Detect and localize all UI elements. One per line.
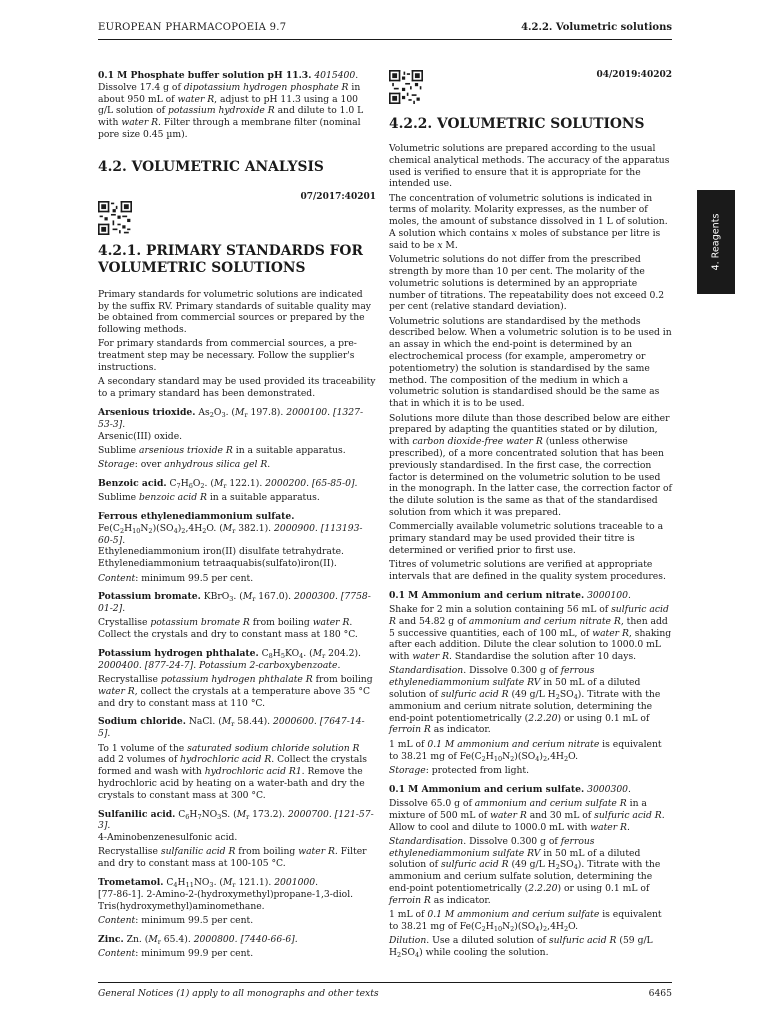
benzoic-prep: Sublime benzoic acid R in a suitable apparatus. xyxy=(98,492,320,504)
zinc-content: Content: minimum 99.9 per cent. xyxy=(98,948,254,960)
ferrous-content: Content: minimum 99.5 per cent. xyxy=(98,572,254,584)
dilution-paragraph: Solutions more dilute than those described below are either prepared by adapting the quantities stated or by dilution, with carbon dioxide-free water R (unless otherwise prescribed), of a more concentrated solution that has been previously standardised. In the first case, the correction factor is determined on the volumetric solution to be used in the monograph. In the latter case, the correction factor of the dilute solution is the same as that of the standardised solution from which it was prepared. xyxy=(389,412,672,518)
zinc-heading: Zinc. Zn. ($M_r$ 65.4). 2000800. [7440-66-6]. xyxy=(98,933,298,946)
kbro3-prep: Crystallise potassium bromate R from boiling water R. Collect the crystals and dry to constant mass at 180 °C. xyxy=(98,617,358,641)
qr-code-icon xyxy=(98,201,132,235)
left-column xyxy=(98,70,376,962)
section-4-2-2-title: 4.2.2. VOLUMETRIC SOLUTIONS xyxy=(389,116,645,132)
csulfate-equivalence: 1 mL of 0.1 M ammonium and cerium sulfate is equivalent to 38.21 mg of $Fe(C_2H_{10}N_2)(SO_4)_2,4H_2O$. xyxy=(389,909,662,933)
qr-code-icon xyxy=(389,70,423,104)
intro-paragraph: For primary standards from commercial sources, a pre-treatment step may be necessary. Follow the supplier's instructions. xyxy=(98,338,357,374)
ferrous-heading: Ferrous ethylenediammonium sulfate. $Fe(C_2H_{10}N_2)(SO_4)_2,4H_2O$. ($M_r$ 382.1). 2000900. [113193-60-5]. Ethylenediammonium iron(II) disulfate tetrahydrate. Ethylenediammonium tetraaquabis(sulfato)iron(II). xyxy=(98,511,363,570)
chapter-tab-label: 4. Reagents xyxy=(710,213,722,271)
running-head xyxy=(98,16,672,40)
sulfanilic-heading: Sulfanilic acid. $C_6H_7NO_3S$. ($M_r$ 173.2). 2000700. [121-57-3]. 4-Aminobenzenesulfonic acid. xyxy=(98,808,374,844)
khp-heading: Potassium hydrogen phthalate. $C_8H_5KO_4$. ($M_r$ 204.2). 2000400. [877-24-7]. Potassium 2-carboxybenzoate. xyxy=(98,648,361,671)
csulfate-standardisation: Standardisation. Dissolve 0.300 g of ferrous ethylenediammonium sulfate RV in 50 mL of a diluted solution of sulfuric acid R (49 g/L $H_2SO_4$). Titrate with the ammonium and cerium sulfate solution, determining the end-point potentiometrically (2.2.20) or using 0.1 mL of ferroin R as indicator. xyxy=(389,835,661,906)
right-column xyxy=(389,70,672,961)
molarity-paragraph: The concentration of volumetric solutions is indicated in terms of molarity. Molarity expresses, as the number of moles, the amount of substance dissolved in 1 L of solution. A solution which contains x moles of substance per litre is said to be x M. xyxy=(389,192,668,251)
nacl-prep: To 1 volume of the saturated sodium chloride solution R add 2 volumes of hydrochloric acid R. Collect the crystals formed and wash with hydrochloric acid R1. Remove the hydrochloric acid by heating on a water-bath and dry the crystals to constant mass at 300 °C. xyxy=(98,742,367,801)
csulfate-dilution: Dilution. Use a diluted solution of sulfuric acid R (59 g/L $H_2SO_4$) while cooling the solution. xyxy=(389,935,653,959)
nacl-heading: Sodium chloride. NaCl. ($M_r$ 58.44). 2000600. [7647-14-5]. xyxy=(98,716,365,740)
chapter-tab xyxy=(697,190,735,294)
paragraph: Commercially available volumetric solutions traceable to a primary standard may be used provided their titre is determined or verified prior to first use. xyxy=(389,521,664,556)
cnitrate-prep: Shake for 2 min a solution containing 56 mL of sulfuric acid R and 54.82 g of ammonium and cerium nitrate R, then add 5 successive quantities, each of 100 mL, of water R, shaking after each addition. Dilute the clear solution to 1000.0 mL with water R. Standardise the solution after 10 days. xyxy=(389,603,672,663)
page-footer xyxy=(98,982,672,999)
cnitrate-storage: Storage: protected from light. xyxy=(389,764,529,776)
section-4-2-1-title: 4.2.1. PRIMARY STANDARDS FOR VOLUMETRIC SOLUTIONS xyxy=(98,242,363,276)
section-4-2-docid: 07/2017:40201 xyxy=(300,191,376,202)
paragraph: Volumetric solutions are prepared according to the usual chemical analytical methods. The accuracy of the apparatus used is verified to ensure that it is appropriate for the intended use. xyxy=(389,143,670,190)
kbro3-heading: Potassium bromate. KBrO$_3$. ($M_r$ 167.0). 2000300. [7758-01-2]. xyxy=(98,591,371,615)
cnitrate-standardisation: Standardisation. Dissolve 0.300 g of ferrous ethylenediammonium sulfate RV in 50 mL of a diluted solution of sulfuric acid R (49 g/L $H_2SO_4$). Titrate with the ammonium and cerium nitrate solution, determining the end-point potentiometrically (2.2.20) or using 0.1 mL of ferroin R as indicator. xyxy=(389,665,661,736)
section-4-2-2-header xyxy=(389,70,672,106)
trometamol-heading: Trometamol. $C_4H_{11}NO_3$. ($M_r$ 121.1). 2001000. [77-86-1]. 2-Amino-2-(hydroxymethyl)propane-1,3-diol. Tris(hydroxymethyl)aminomethane. xyxy=(98,877,354,912)
csulfate-heading: 0.1 M Ammonium and cerium sulfate. 3000300. xyxy=(389,783,631,795)
arsenious-prep: Sublime arsenious trioxide R in a suitable apparatus. xyxy=(98,444,346,456)
arsenious-heading: Arsenious trioxide. $As_2O_3$. ($M_r$ 197.8). 2000100. [1327-53-3]. Arsenic(III) oxide. xyxy=(98,406,364,442)
trometamol-content: Content: minimum 99.5 per cent. xyxy=(98,914,254,926)
book-title: EUROPEAN PHARMACOPOEIA 9.7 xyxy=(98,22,287,33)
sulfanilic-prep: Recrystallise sulfanilic acid R from boiling water R. Filter and dry to constant mass at 100-105 °C. xyxy=(98,846,367,870)
intro-paragraph: Primary standards for volumetric solutions are indicated by the suffix RV. Primary standards of suitable quality may be obtained from commercial sources or prepared by the following methods. xyxy=(98,288,371,336)
csulfate-prep: Dissolve 65.0 g of ammonium and cerium sulfate R in a mixture of 500 mL of water R and 30 mL of sulfuric acid R. Allow to cool and dilute to 1000.0 mL with water R. xyxy=(389,797,665,833)
khp-prep: Recrystallise potassium hydrogen phthalate R from boiling water R, collect the crystals at a temperature above 35 °C and dry to constant mass at 110 °C. xyxy=(98,674,373,709)
cnitrate-equivalence: 1 mL of 0.1 M ammonium and cerium nitrate is equivalent to 38.21 mg of $Fe(C_2H_{10}N_2)(SO_4)_2,4H_2O$. xyxy=(389,738,662,763)
general-notices-note: General Notices (1) apply to all monographs and other texts xyxy=(98,988,379,999)
section-title-header: 4.2.2. Volumetric solutions xyxy=(521,22,672,33)
paragraph: Titres of volumetric solutions are verified at appropriate intervals that are defined in the quality system procedures. xyxy=(389,559,666,582)
intro-paragraph: A secondary standard may be used provided its traceability to a primary standard has been demonstrated. xyxy=(98,376,376,400)
paragraph: Volumetric solutions do not differ from the prescribed strength by more than 10 per cent. The molarity of the volumetric solutions is determined by an appropriate number of titrations. The repeatability does not exceed 0.2 per cent (relative standard deviation). xyxy=(389,254,665,313)
cnitrate-heading: 0.1 M Ammonium and cerium nitrate. 3000100. xyxy=(389,589,631,601)
page-number: 6465 xyxy=(648,988,672,999)
buffer-entry: 0.1 M Phosphate buffer solution pH 11.3. 4015400. Dissolve 17.4 g of dipotassium hydrogen phosphate R in about 950 mL of water R, adjust to pH 11.3 using a 100 g/L solution of potassium hydroxide R and dilute to 1.0 L with water R. Filter through a membrane filter (nominal pore size 0.45 µm). xyxy=(98,70,364,140)
section-4-2-title: 4.2. VOLUMETRIC ANALYSIS xyxy=(98,158,324,175)
arsenious-storage: Storage: over anhydrous silica gel R. xyxy=(98,459,271,471)
benzoic-heading: Benzoic acid. $C_7H_6O_2$. ($M_r$ 122.1). 2000200. [65-85-0]. xyxy=(98,477,358,490)
paragraph: Volumetric solutions are standardised by the methods described below. When a volumetric solution is to be used in an assay in which the end-point is determined by an electrochemical process (for example, amperometry or potentiometry) the solution is standardised by the same method. The composition of the medium in which a volumetric solution is standardised should be the same as that in which it is to be used. xyxy=(389,315,672,410)
section-4-2-2-docid: 04/2019:40202 xyxy=(596,70,672,80)
